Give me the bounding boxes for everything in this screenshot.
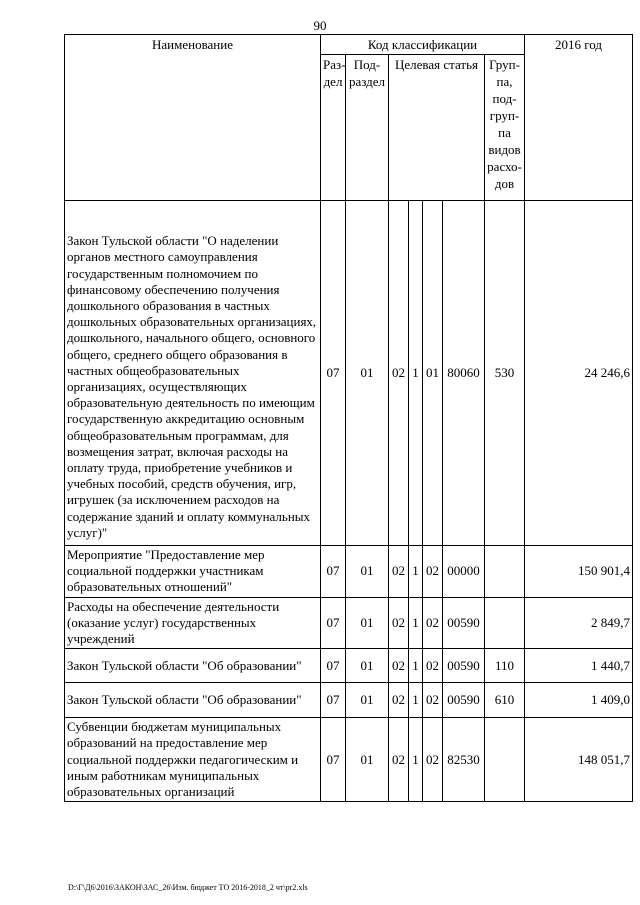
table-row bbox=[65, 649, 633, 683]
row-target-1: 02 bbox=[389, 649, 409, 683]
row-podrazdel: 01 bbox=[346, 201, 389, 546]
table-row bbox=[65, 683, 633, 718]
row-razdel: 07 bbox=[321, 683, 346, 718]
row-amount: 1 409,0 bbox=[525, 683, 633, 718]
table-row bbox=[65, 718, 633, 802]
row-target-1: 02 bbox=[389, 683, 409, 718]
row-name: Закон Тульской области "О наделении органов местного самоуправления государственным полномочием по финансовому обеспечению получения дошкольного образования в частных дошкольных образовательных организациях, дошкольного, начального общего, основного общего, среднего общего образования в частных общеобразовательных организациях, осуществляющих образовательную деятельность по имеющим государственную аккредитацию основным общеобразовательным программам, для возмещения затрат, включая расходы на оплату труда, приобретение учебников и учебных пособий, средств обучения, игр, игрушек (за исключением расходов на содержание зданий и оплату коммунальных услуг)" bbox=[65, 201, 321, 546]
row-podrazdel: 01 bbox=[346, 683, 389, 718]
header-razdel: Раз-дел bbox=[321, 55, 346, 201]
row-podrazdel: 01 bbox=[346, 649, 389, 683]
row-target-2: 1 bbox=[409, 683, 423, 718]
row-target-3: 02 bbox=[423, 683, 443, 718]
row-name: Субвенции бюджетам муниципальных образований на предоставление мер социальной поддержки педагогическим и иным работникам муниципальных образовательных организаций bbox=[65, 718, 321, 802]
row-name: Мероприятие "Предоставление мер социальной поддержки участникам образовательных отношений" bbox=[65, 546, 321, 598]
row-name: Расходы на обеспечение деятельности (оказание услуг) государственных учреждений bbox=[65, 597, 321, 649]
row-target-3: 02 bbox=[423, 718, 443, 802]
row-target-4: 00590 bbox=[443, 597, 485, 649]
row-target-1: 02 bbox=[389, 546, 409, 598]
row-group: 530 bbox=[485, 201, 525, 546]
row-razdel: 07 bbox=[321, 718, 346, 802]
row-group bbox=[485, 546, 525, 598]
table-row bbox=[65, 546, 633, 598]
row-target-4: 00000 bbox=[443, 546, 485, 598]
row-target-2: 1 bbox=[409, 597, 423, 649]
header-classification: Код классификации bbox=[321, 35, 525, 55]
page-number: 90 bbox=[313, 18, 327, 33]
row-razdel: 07 bbox=[321, 201, 346, 546]
row-target-1: 02 bbox=[389, 718, 409, 802]
budget-table bbox=[64, 34, 633, 802]
row-group bbox=[485, 597, 525, 649]
row-group: 610 bbox=[485, 683, 525, 718]
row-target-1: 02 bbox=[389, 201, 409, 546]
row-target-3: 02 bbox=[423, 597, 443, 649]
row-amount: 1 440,7 bbox=[525, 649, 633, 683]
row-target-3: 02 bbox=[423, 649, 443, 683]
table-row bbox=[65, 201, 633, 546]
row-podrazdel: 01 bbox=[346, 546, 389, 598]
row-amount: 24 246,6 bbox=[525, 201, 633, 546]
row-target-3: 02 bbox=[423, 546, 443, 598]
row-razdel: 07 bbox=[321, 597, 346, 649]
row-razdel: 07 bbox=[321, 649, 346, 683]
row-group bbox=[485, 718, 525, 802]
row-target-4: 00590 bbox=[443, 649, 485, 683]
header-name: Наименование bbox=[65, 35, 321, 201]
row-target-1: 02 bbox=[389, 597, 409, 649]
row-group: 110 bbox=[485, 649, 525, 683]
row-target-2: 1 bbox=[409, 546, 423, 598]
row-amount: 2 849,7 bbox=[525, 597, 633, 649]
row-podrazdel: 01 bbox=[346, 597, 389, 649]
row-podrazdel: 01 bbox=[346, 718, 389, 802]
row-target-4: 00590 bbox=[443, 683, 485, 718]
row-target-4: 80060 bbox=[443, 201, 485, 546]
header-year: 2016 год bbox=[525, 35, 633, 201]
row-name: Закон Тульской области "Об образовании" bbox=[65, 649, 321, 683]
row-target-2: 1 bbox=[409, 649, 423, 683]
header-podrazdel: Под-раздел bbox=[346, 55, 389, 201]
row-amount: 148 051,7 bbox=[525, 718, 633, 802]
file-path-footer: D:\Г\Д6\2016\ЗАКОН\ЗАС_26\Изм. бюджет ТО 2016-2018_2 чт\pr2.xls bbox=[68, 883, 308, 892]
row-target-2: 1 bbox=[409, 718, 423, 802]
row-target-4: 82530 bbox=[443, 718, 485, 802]
row-razdel: 07 bbox=[321, 546, 346, 598]
row-name: Закон Тульской области "Об образовании" bbox=[65, 683, 321, 718]
header-expense-group: Груп-па, под-груп-па видов расхо-дов bbox=[485, 55, 525, 201]
row-target-2: 1 bbox=[409, 201, 423, 546]
row-target-3: 01 bbox=[423, 201, 443, 546]
header-target-article: Целевая статья bbox=[389, 55, 485, 201]
table-row bbox=[65, 597, 633, 649]
row-amount: 150 901,4 bbox=[525, 546, 633, 598]
